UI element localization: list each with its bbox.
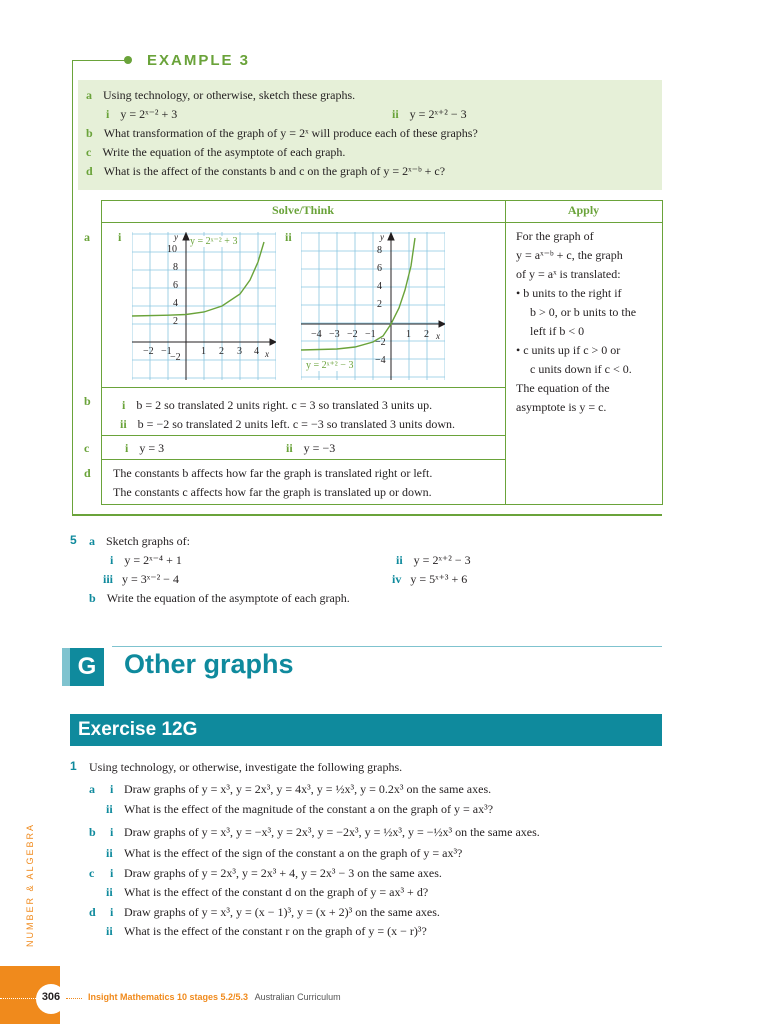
part-label: c bbox=[89, 866, 95, 880]
graph-ii-ytick: 2 bbox=[377, 299, 382, 310]
graph-i-xtick: −1 bbox=[161, 346, 172, 357]
graph-ii-ytick: −4 bbox=[375, 355, 386, 366]
ii-label: ii bbox=[106, 885, 113, 899]
i-label: i bbox=[110, 905, 114, 919]
label: i bbox=[122, 398, 126, 412]
q1-text: Using technology, or otherwise, investigate the following graphs. bbox=[89, 760, 403, 774]
graph-ii-xtick: −2 bbox=[347, 329, 358, 340]
text: Using technology, or otherwise, sketch these graphs. bbox=[103, 88, 356, 102]
graph-i-xtick: 4 bbox=[254, 346, 259, 357]
text: Sketch graphs of: bbox=[106, 534, 190, 548]
label: a bbox=[86, 88, 92, 102]
col-header-apply: Apply bbox=[567, 203, 600, 217]
graph-i-y-axis: y bbox=[174, 232, 178, 242]
graph-ii-xtick: 1 bbox=[406, 329, 411, 340]
example-q-a-ii bbox=[392, 107, 467, 122]
text: Write the equation of the asymptote of each graph. bbox=[102, 145, 346, 159]
apply-line: asymptote is y = c. bbox=[516, 400, 607, 414]
row-b-label: b bbox=[84, 394, 91, 408]
i-label: i bbox=[110, 782, 114, 796]
apply-line: c units down if c < 0. bbox=[530, 362, 632, 376]
section-title: Other graphs bbox=[124, 649, 294, 679]
q5-iv bbox=[392, 572, 467, 587]
footer-citation bbox=[88, 992, 341, 1002]
apply-line: For the graph of bbox=[516, 229, 594, 243]
row-c-ii bbox=[286, 441, 335, 456]
graph-i-ytick: 4 bbox=[173, 298, 178, 309]
label: c bbox=[86, 145, 92, 159]
label: iv bbox=[392, 572, 402, 586]
part-ii-text: What is the effect of the magnitude of the constant a on the graph of y = ax³? bbox=[124, 802, 494, 816]
graph-ii-ytick: 6 bbox=[377, 263, 382, 274]
graph-ii-ytick: 8 bbox=[377, 245, 382, 256]
graph-i-ytick: −2 bbox=[170, 352, 181, 363]
graph-i-ytick: 10 bbox=[167, 244, 177, 255]
section-badge-tab bbox=[62, 648, 70, 686]
label: a bbox=[89, 534, 95, 548]
graph-i-xtick: 1 bbox=[201, 346, 206, 357]
label: b bbox=[89, 591, 96, 605]
i-label: i bbox=[110, 825, 114, 839]
label: iii bbox=[103, 572, 114, 586]
example-q-c bbox=[86, 145, 345, 160]
text: y = 3 bbox=[139, 441, 165, 455]
strand-label: NUMBER & ALGEBRA bbox=[25, 822, 35, 948]
label: ii bbox=[392, 107, 399, 121]
footer-dotted-left bbox=[0, 998, 36, 999]
graph-ii-label: ii bbox=[285, 230, 292, 244]
exercise-title: Exercise 12G bbox=[78, 719, 198, 740]
ii-label: ii bbox=[106, 802, 113, 816]
q5-i bbox=[110, 553, 182, 568]
label: ii bbox=[120, 417, 127, 431]
part-ii-text: What is the effect of the constant r on the graph of y = (x − r)³? bbox=[124, 924, 427, 938]
row-d-line-1: The constants b affects how far the graph is translated right or left. bbox=[113, 466, 433, 480]
graph-i-ytick: 2 bbox=[173, 316, 178, 327]
graph-ii-x-axis: x bbox=[436, 331, 440, 341]
example-q-a-i bbox=[106, 107, 177, 122]
apply-line: of y = aˣ is translated: bbox=[516, 267, 621, 281]
q5-number: 5 bbox=[70, 533, 77, 547]
section-letter-badge bbox=[70, 648, 104, 686]
label: d bbox=[86, 164, 93, 178]
section-rule bbox=[112, 646, 662, 647]
row-c-label: c bbox=[84, 441, 90, 455]
graph-i bbox=[132, 232, 276, 380]
graph-ii-xtick: −1 bbox=[365, 329, 376, 340]
example-title: EXAMPLE 3 bbox=[147, 52, 251, 69]
ii-label: ii bbox=[106, 924, 113, 938]
equation: y = 2ˣ⁻⁴ + 1 bbox=[124, 553, 182, 567]
graph-i-xtick: −2 bbox=[143, 346, 154, 357]
example-q-b bbox=[86, 126, 478, 141]
example-q-a bbox=[86, 88, 355, 103]
apply-line: b > 0, or b units to the bbox=[530, 305, 637, 319]
part-ii-text: What is the effect of the sign of the constant a on the graph of y = ax³? bbox=[124, 846, 463, 860]
text: b = 2 so translated 2 units right. c = 3 so translated 3 units up. bbox=[136, 398, 433, 412]
apply-line: left if b < 0 bbox=[530, 324, 585, 338]
label: ii bbox=[286, 441, 293, 455]
book-title: Insight Mathematics 10 stages 5.2/5.3 bbox=[88, 992, 249, 1002]
ii-label: ii bbox=[106, 846, 113, 860]
text: Write the equation of the asymptote of each graph. bbox=[106, 591, 350, 605]
col-header-solve: Solve/Think bbox=[271, 203, 335, 217]
graph-i-ytick: 8 bbox=[173, 262, 178, 273]
q5-iii bbox=[103, 572, 179, 587]
row-d-line-2: The constants c affects how far the graph is translated up or down. bbox=[113, 485, 432, 499]
graph-i-xtick: 2 bbox=[219, 346, 224, 357]
label: i bbox=[110, 553, 114, 567]
graph-ii-xtick: −4 bbox=[311, 329, 322, 340]
part-i-text: Draw graphs of y = 2x³, y = 2x³ + 4, y = 2x³ − 3 on the same axes. bbox=[124, 866, 442, 880]
part-label: b bbox=[89, 825, 96, 839]
q1-number: 1 bbox=[70, 759, 77, 773]
apply-line: • c units up if c > 0 or bbox=[516, 343, 621, 357]
graph-i-xtick: 3 bbox=[237, 346, 242, 357]
footer-dotted-right bbox=[66, 998, 82, 999]
graph-i-label: i bbox=[118, 230, 122, 244]
graph-ii-ytick: 4 bbox=[377, 281, 382, 292]
text: b = −2 so translated 2 units left. c = −3 so translated 3 units down. bbox=[137, 417, 456, 431]
equation: y = 2ˣ⁺² − 3 bbox=[409, 107, 467, 121]
part-i-text: Draw graphs of y = x³, y = (x − 1)³, y = (x + 2)³ on the same axes. bbox=[124, 905, 440, 919]
equation: y = 5ˣ⁺³ + 6 bbox=[410, 572, 468, 586]
part-ii-text: What is the effect of the constant d on the graph of y = ax³ + d? bbox=[124, 885, 429, 899]
example-q-d bbox=[86, 164, 445, 179]
graph-ii-ytick: −2 bbox=[375, 337, 386, 348]
row-b-ii bbox=[120, 417, 455, 432]
apply-line: The equation of the bbox=[516, 381, 610, 395]
graph-ii-equation: y = 2ˣ⁺² − 3 bbox=[306, 360, 354, 371]
graph-ii-y-axis: y bbox=[380, 232, 384, 242]
part-label: d bbox=[89, 905, 96, 919]
graph-i-equation: y = 2ˣ⁻² + 3 bbox=[190, 236, 238, 247]
graph-ii-xtick: −3 bbox=[329, 329, 340, 340]
row-c-i bbox=[125, 441, 164, 456]
graph-ii-xtick: 2 bbox=[424, 329, 429, 340]
row-b-i bbox=[122, 398, 432, 413]
text: What is the affect of the constants b and c on the graph of y = 2ˣ⁻ᵇ + c? bbox=[103, 164, 446, 178]
equation: y = 3ˣ⁻² − 4 bbox=[122, 572, 179, 586]
i-label: i bbox=[110, 866, 114, 880]
part-i-text: Draw graphs of y = x³, y = 2x³, y = 4x³, y = ½x³, y = 0.2x³ on the same axes. bbox=[124, 782, 492, 796]
row-a-label: a bbox=[84, 230, 90, 244]
equation: y = 2ˣ⁻² + 3 bbox=[120, 107, 178, 121]
q5-b bbox=[89, 591, 350, 606]
curriculum: Australian Curriculum bbox=[254, 992, 341, 1002]
equation: y = 2ˣ⁺² − 3 bbox=[413, 553, 471, 567]
graph-i-x-axis: x bbox=[265, 349, 269, 359]
section-letter: G bbox=[77, 653, 97, 680]
label: b bbox=[86, 126, 93, 140]
text: y = −3 bbox=[303, 441, 336, 455]
apply-line: y = aˣ⁻ᵇ + c, the graph bbox=[516, 248, 623, 262]
part-label: a bbox=[89, 782, 95, 796]
q5-a bbox=[89, 534, 190, 549]
row-d-label: d bbox=[84, 466, 91, 480]
graph-i-ytick: 6 bbox=[173, 280, 178, 291]
label: i bbox=[106, 107, 110, 121]
label: ii bbox=[396, 553, 403, 567]
text: What transformation of the graph of y = 2ˣ will produce each of these graphs? bbox=[103, 126, 478, 140]
label: i bbox=[125, 441, 129, 455]
apply-line: • b units to the right if bbox=[516, 286, 622, 300]
q5-ii bbox=[396, 553, 471, 568]
graph-ii bbox=[301, 232, 445, 380]
page-number: 306 bbox=[41, 991, 61, 1003]
part-i-text: Draw graphs of y = x³, y = −x³, y = 2x³, y = −2x³, y = ½x³, y = −½x³ on the same axes. bbox=[124, 825, 540, 839]
